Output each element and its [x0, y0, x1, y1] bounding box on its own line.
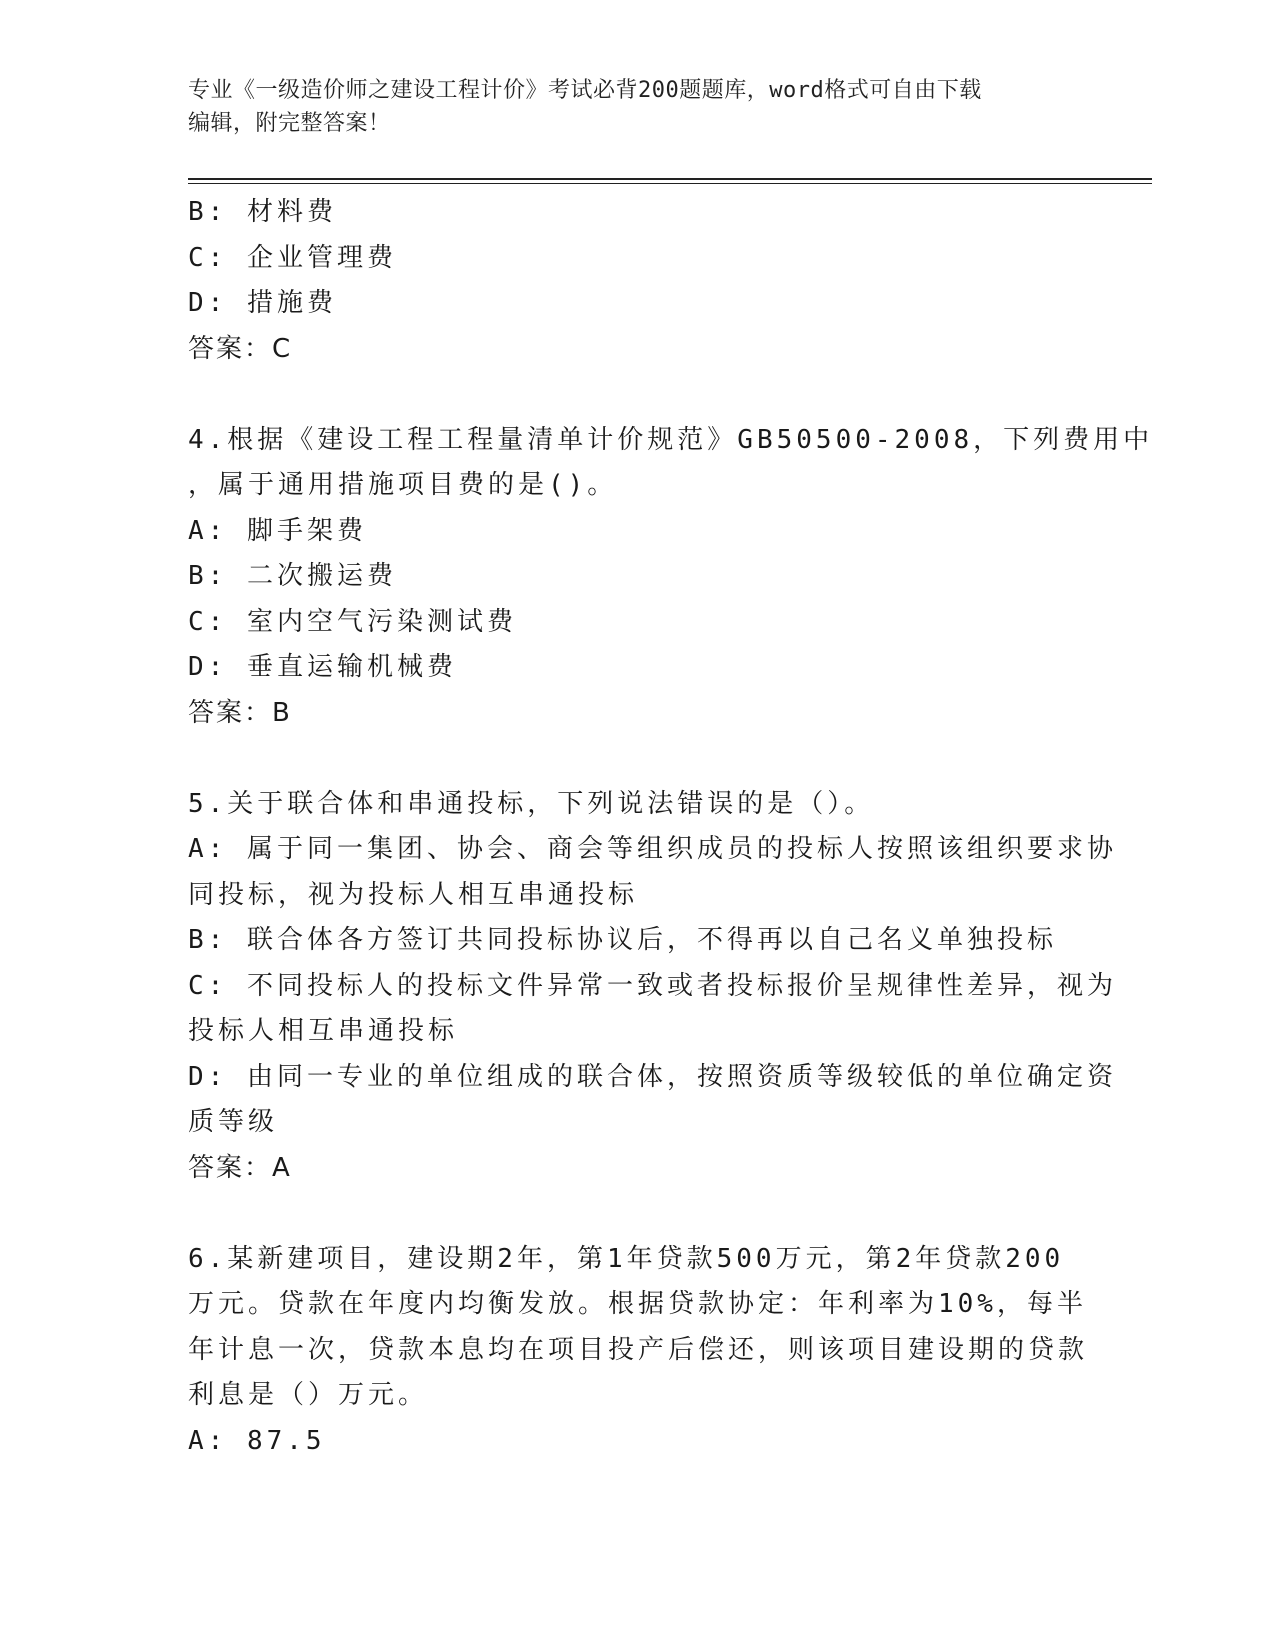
- q6-stem-line-4: 利息是（）万元。: [188, 1380, 429, 1410]
- q4-option-b: B: 二次搬运费: [188, 561, 397, 591]
- q5-option-d-line-1: D: 由同一专业的单位组成的联合体，按照资质等级较低的单位确定资: [188, 1061, 1117, 1092]
- q6-stem-line-2: 万元。贷款在年度内均衡发放。根据贷款协定：年利率为10%，每半: [188, 1289, 1087, 1319]
- q4-stem-line-2: ，属于通用措施项目费的是()。: [188, 470, 618, 500]
- question-6-block: [188, 1237, 1088, 1465]
- q5-option-b: B: 联合体各方签订共同投标协议后，不得再以自己名义单独投标: [188, 925, 1057, 955]
- page-header: [188, 74, 1088, 140]
- question-4-block: [188, 418, 1154, 737]
- q6-option-a: A: 87.5: [188, 1425, 326, 1456]
- q5-option-d-line-2: 质等级: [188, 1107, 279, 1137]
- q4-option-a: A: 脚手架费: [188, 515, 367, 546]
- question-content: [188, 190, 1154, 1464]
- question-spacer: [188, 1191, 1088, 1237]
- q5-answer: 答案：A: [188, 1152, 292, 1183]
- question-spacer: [188, 736, 1088, 782]
- question-3-block: [188, 190, 1088, 372]
- question-spacer: [188, 372, 1088, 418]
- q3-answer: 答案：C: [188, 333, 293, 364]
- header-divider-thick: [188, 178, 1152, 180]
- q3-option-b: B: 材料费: [188, 197, 337, 227]
- q5-option-c-line-2: 投标人相互串通投标: [188, 1016, 459, 1046]
- header-line-1: 专业《一级造价师之建设工程计价》考试必背200题题库，word格式可自由下载: [188, 78, 982, 103]
- q5-stem: 5.关于联合体和串通投标，下列说法错误的是（）。: [188, 788, 875, 819]
- q5-option-a-line-1: A: 属于同一集团、协会、商会等组织成员的投标人按照该组织要求协: [188, 834, 1117, 864]
- q5-option-c-line-1: C: 不同投标人的投标文件异常一致或者投标报价呈规律性差异，视为: [188, 970, 1117, 1001]
- question-5-block: [188, 782, 1117, 1192]
- header-line-2: 编辑，附完整答案！: [188, 111, 391, 136]
- header-divider-thin: [188, 183, 1152, 184]
- q4-option-d: D: 垂直运输机械费: [188, 652, 457, 682]
- q4-option-c: C: 室内空气污染测试费: [188, 606, 517, 637]
- q6-stem-line-3: 年计息一次，贷款本息均在项目投产后偿还，则该项目建设期的贷款: [188, 1334, 1089, 1365]
- q3-option-c: C: 企业管理费: [188, 242, 397, 273]
- q5-option-a-line-2: 同投标，视为投标人相互串通投标: [188, 879, 639, 910]
- q4-stem-line-1: 4.根据《建设工程工程量清单计价规范》GB50500-2008，下列费用中: [188, 424, 1154, 455]
- q3-option-d: D: 措施费: [188, 288, 337, 318]
- q4-answer: 答案：B: [188, 697, 292, 728]
- q6-stem-line-1: 6.某新建项目，建设期2年，第1年贷款500万元，第2年贷款200: [188, 1243, 1065, 1274]
